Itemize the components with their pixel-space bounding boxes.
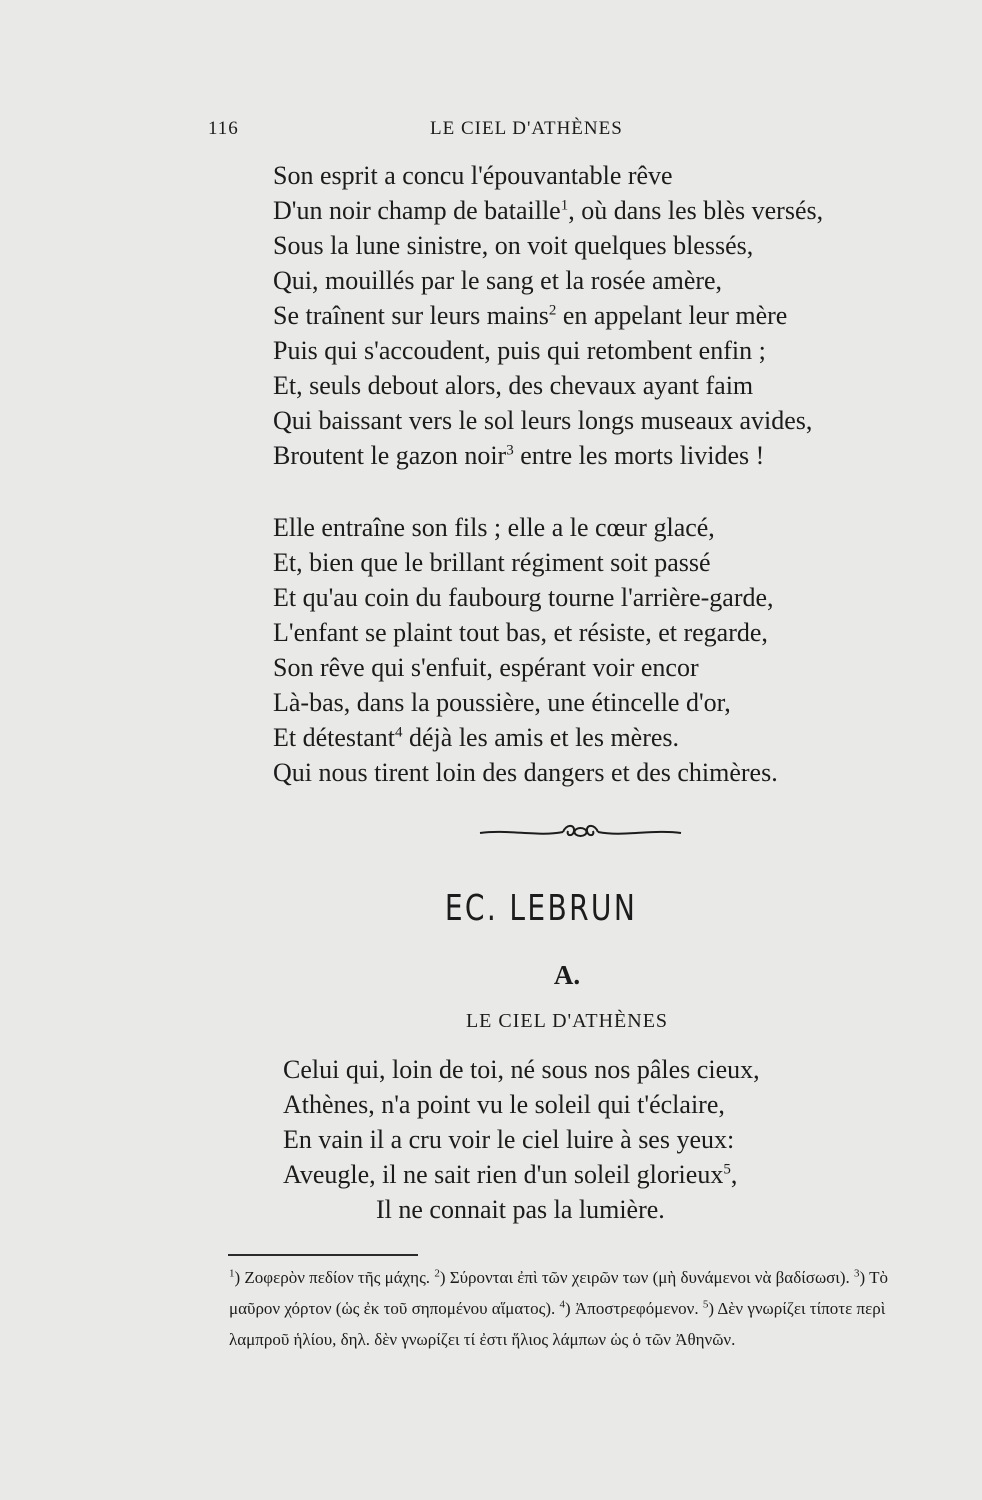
verse-line: Et, bien que le brillant régiment soit passé	[273, 548, 711, 577]
verse-line: Et, seuls debout alors, des chevaux ayant faim	[273, 371, 754, 400]
footnote-number: 2	[434, 1267, 440, 1280]
footnote-number: 5	[702, 1298, 709, 1311]
verse-line: Qui nous tirent loin des dangers et des chimères.	[273, 758, 778, 787]
ornament-divider	[478, 820, 683, 844]
footnote-marker: 5	[723, 1161, 731, 1178]
verse-line: D'un noir champ de bataille$^1$, où dans les blès versés,	[273, 196, 824, 225]
verse-line: Son rêve qui s'enfuit, espérant voir encor	[273, 653, 699, 682]
verse-line: Et qu'au coin du faubourg tourne l'arrière-garde,	[273, 583, 774, 612]
verse-line: Là-bas, dans la poussière, une étincelle d'or,	[273, 688, 731, 717]
running-title: LE CIEL D'ATHÈNES	[430, 118, 623, 139]
verse-line: Son esprit a concu l'épouvantable rêve	[273, 161, 673, 190]
verse-line: Broutent le gazon noir$^3$ entre les morts livides !	[273, 441, 765, 470]
footnote-text: ) Δὲν γνωρίζει τίποτε περὶ λαμπροῦ ἡλίου, δηλ. δὲν γνωρίζει τί ἐστι ἥλιος λάμπων ὡς ὁ τῶν Ἀθηνῶν.	[229, 1299, 886, 1349]
footnote-text: ) Σύρονται ἐπὶ τῶν χειρῶν των (μὴ δυνάμενοι νὰ βαδίσωσι).	[439, 1268, 855, 1287]
verse-line: Aveugle, il ne sait rien d'un soleil glorieux$^5$,	[283, 1160, 738, 1189]
verse-line: Celui qui, loin de toi, né sous nos pâles cieux,	[283, 1055, 760, 1084]
verse-line: Qui, mouillés par le sang et la rosée amère,	[273, 266, 723, 295]
verse-line: Sous la lune sinistre, on voit quelques blessés,	[273, 231, 754, 260]
footnote-divider	[228, 1254, 418, 1256]
verse-line: Se traînent sur leurs mains$^2$ en appelant leur mère	[273, 301, 788, 330]
footnote-number: 3	[854, 1267, 860, 1280]
verse-line: Puis qui s'accoudent, puis qui retombent enfin ;	[273, 336, 766, 365]
footnote-text: ) Ζοφερὸν πεδίον τῆς μάχης.	[234, 1268, 435, 1287]
poem-letter-heading: A.	[553, 960, 581, 990]
footnote-marker: 4	[395, 724, 403, 741]
footnote-marker: 2	[548, 302, 557, 319]
poem-stanza-2	[273, 510, 778, 790]
verse-line: Qui baissant vers le sol leurs longs museaux avides,	[273, 406, 813, 435]
verse-line: Il ne connait pas la lumière.	[376, 1195, 665, 1224]
footnote-marker: 3	[506, 442, 514, 459]
verse-line: Athènes, n'a point vu le soleil qui t'éclaire,	[283, 1090, 725, 1119]
page-number: 116	[208, 118, 239, 139]
poem-title: LE CIEL D'ATHÈNES	[465, 1010, 669, 1032]
verse-line: En vain il a cru voir le ciel luire à ses yeux:	[283, 1125, 735, 1154]
footnote-marker: 1	[560, 197, 569, 214]
footnote-text: ) Ἀποστρεφόμενον.	[565, 1299, 703, 1318]
verse-line: Et détestant$^4$ déjà les amis et les mères.	[273, 723, 680, 752]
poem-stanza-1	[273, 158, 823, 473]
verse-line: Elle entraîne son fils ; elle a le cœur glacé,	[273, 513, 715, 542]
verse-line: L'enfant se plaint tout bas, et résiste, et regarde,	[273, 618, 768, 647]
footnote-number: 4	[559, 1298, 566, 1311]
poem-stanza-3	[283, 1052, 760, 1227]
footnote-number: 1	[229, 1267, 235, 1280]
author-heading: EC. LEBRUN	[444, 888, 638, 929]
footnote-text: ) Τὸ μαῦρον χόρτον (ὡς ἐκ τοῦ σηπομένου αἵματος).	[229, 1268, 889, 1318]
footnotes	[229, 1262, 941, 1355]
